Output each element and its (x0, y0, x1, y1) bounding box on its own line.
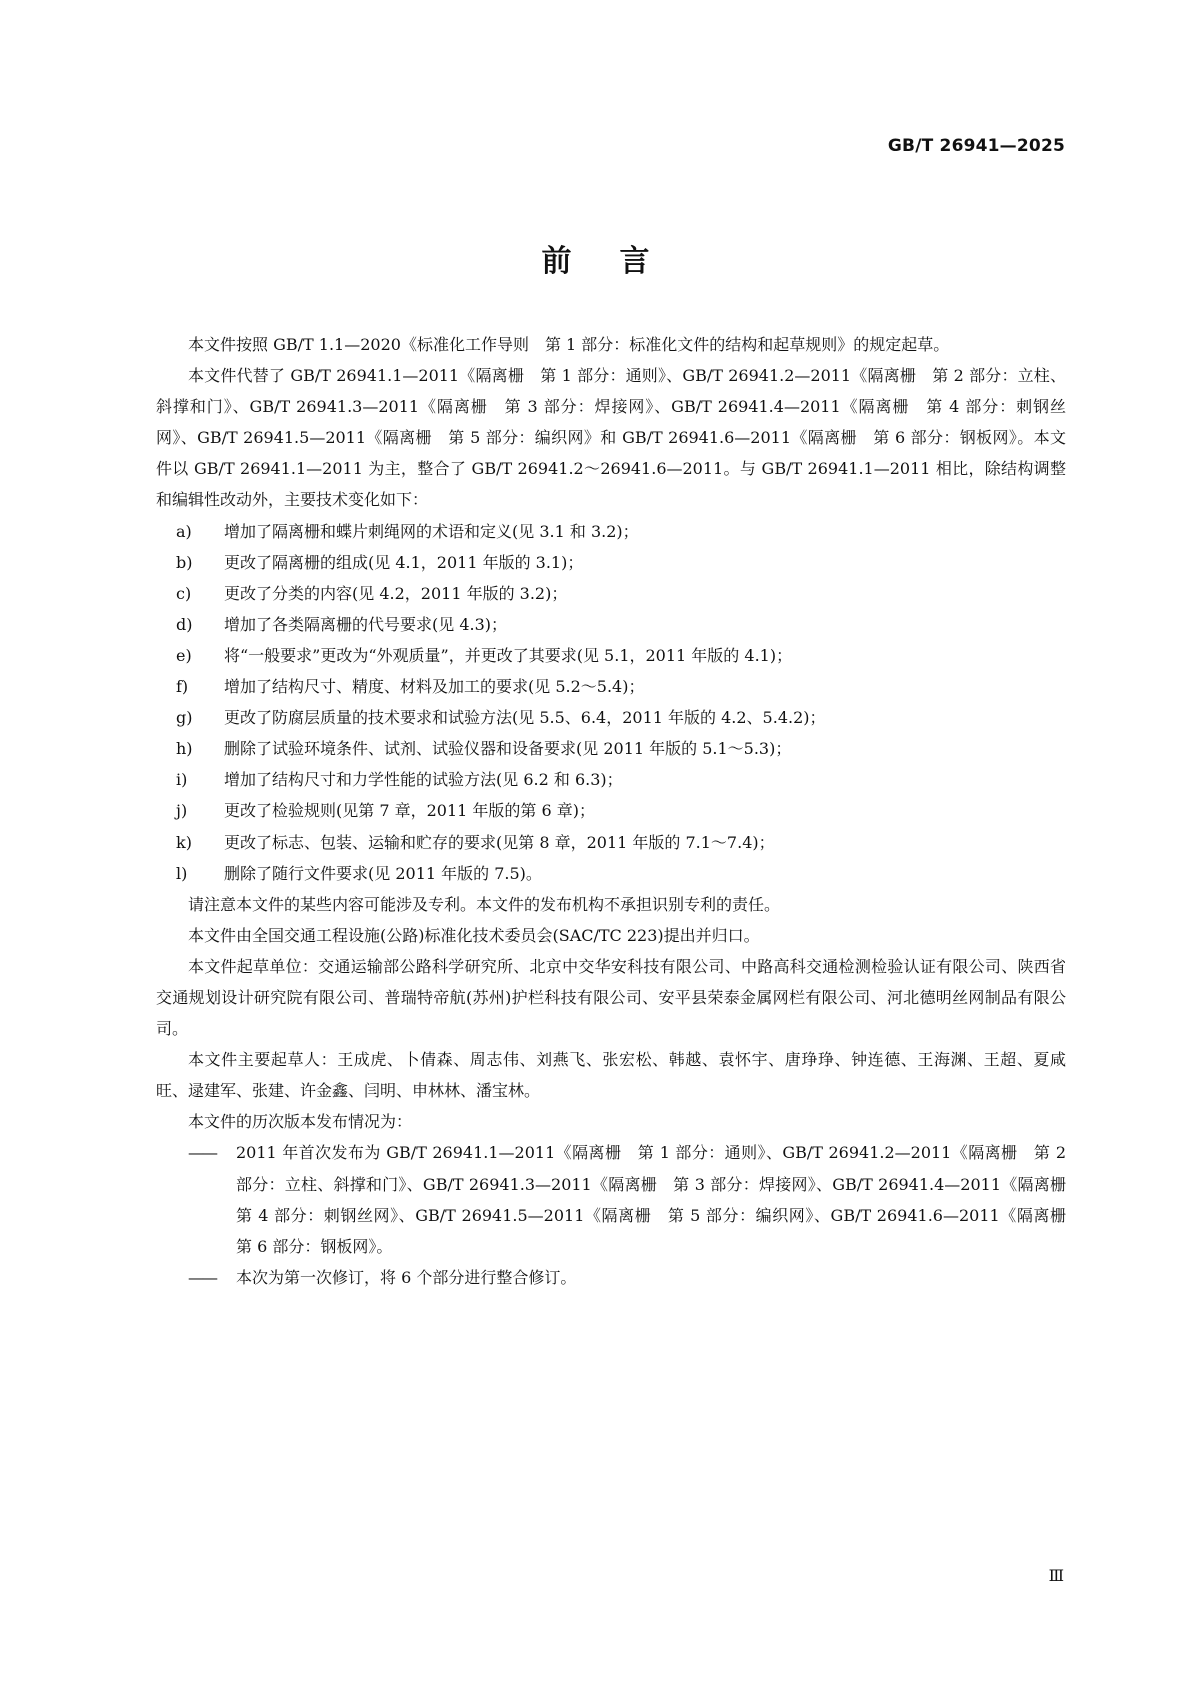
list-label: c) (176, 583, 192, 603)
list-label: b) (176, 552, 193, 572)
list-text: 删除了试验环境条件、试剂、试验仪器和设备要求(见 2011 年版的 5.1～5.3)； (224, 739, 792, 759)
list-label: d) (176, 614, 193, 634)
history-text: 2011 年首次发布为 GB/T 26941.1—2011《隔离栅 第 1 部分：通则》、GB/T 26941.2—2011《隔离栅 第 2 部分：立柱、斜撑和门》、GB/T 26941.3—2011《隔离栅 第 3 部分：焊接网》、GB/T 26941.4—2011《隔离栅 第 4 部分：刺钢丝网》、GB/T 26941.5—2011《隔离栅 第 5 部分：编织网》、GB/T 26941.6—2011《隔离栅 第 6 部分：钢板网》。 (236, 1143, 1083, 1256)
list-text: 将“一般要求”更改为“外观质量”，并更改了其要求(见 5.1，2011 年版的 4.1)； (224, 645, 793, 665)
standard-code: GB/T 26941—2025 (887, 136, 1065, 156)
list-text: 删除了随行文件要求(见 2011 年版的 7.5)。 (224, 863, 542, 883)
list-item (156, 609, 1066, 640)
list-text: 更改了分类的内容(见 4.2，2011 年版的 3.2)； (224, 583, 568, 603)
paragraph-history-intro: 本文件的历次版本发布情况为： (188, 1112, 413, 1132)
history-text: 本次为第一次修订，将 6 个部分进行整合修订。 (236, 1267, 577, 1287)
foreword-body (156, 329, 1083, 1293)
list-label: g) (176, 708, 193, 728)
list-label: l) (176, 863, 188, 883)
paragraph-replacement: 本文件代替了 GB/T 26941.1—2011《隔离栅 第 1 部分：通则》、GB/T 26941.2—2011《隔离栅 第 2 部分：立柱、斜撑和门》、GB/T 26941.3—2011《隔离栅 第 3 部分：焊接网》、GB/T 26941.4—2011《隔离栅 第 4 部分：刺钢丝网》、GB/T 26941.5—2011《隔离栅 第 5 部分：编织网》和 GB/T 26941.6—2011《隔离栅 第 6 部分：钢板网》。本文件以 GB/T 26941.1—2011 为主，整合了 GB/T 26941.2～26941.6—2011。与 GB/T 26941.1—2011 相比，除结构调整和编辑性改动外，主要技术变化如下： (156, 366, 1066, 510)
list-item (156, 578, 1066, 609)
list-item (156, 640, 1066, 671)
page-number: Ⅲ (1048, 1566, 1064, 1585)
list-item (156, 733, 1066, 764)
list-text: 增加了各类隔离栅的代号要求(见 4.3)； (224, 614, 508, 634)
paragraph-drafting-units: 本文件起草单位：交通运输部公路科学研究所、北京中交华安科技有限公司、中路高科交通检测检验认证有限公司、陕西省交通规划设计研究院有限公司、普瑞特帝航(苏州)护栏科技有限公司、安平县荣泰金属网栏有限公司、河北德明丝网制品有限公司。 (156, 956, 1066, 1039)
dash-label: —— (188, 1143, 216, 1163)
page-title: 前言 (541, 244, 698, 279)
paragraph-drafters: 本文件主要起草人：王成虎、卜倩森、周志伟、刘燕飞、张宏松、韩越、袁怀宇、唐琤琤、钟连德、王海渊、王超、夏咸旺、逯建军、张建、许金鑫、闫明、申林林、潘宝林。 (156, 1050, 1066, 1101)
changes-list (156, 516, 1066, 889)
list-text: 更改了检验规则(见第 7 章，2011 年版的第 6 章)； (224, 801, 595, 821)
list-item (156, 858, 1066, 889)
list-item (156, 547, 1066, 578)
list-item (156, 827, 1066, 858)
list-label: a) (176, 521, 192, 541)
list-text: 更改了隔离栅的组成(见 4.1，2011 年版的 3.1)； (224, 552, 584, 572)
list-item (156, 702, 1066, 733)
list-label: j) (176, 801, 188, 821)
list-text: 更改了防腐层质量的技术要求和试验方法(见 5.5、6.4，2011 年版的 4.2、5.4.2)； (224, 708, 826, 728)
paragraph-drafting-basis: 本文件按照 GB/T 1.1—2020《标准化工作导则 第 1 部分：标准化文件的结构和起草规则》的规定起草。 (188, 335, 950, 354)
paragraph-patent-notice: 请注意本文件的某些内容可能涉及专利。本文件的发布机构不承担识别专利的责任。 (188, 894, 781, 914)
history-list (156, 1137, 1083, 1292)
list-item (156, 795, 1066, 826)
list-item (156, 671, 1066, 702)
list-text: 增加了隔离栅和蝶片刺绳网的术语和定义(见 3.1 和 3.2)； (224, 521, 639, 541)
list-text: 增加了结构尺寸和力学性能的试验方法(见 6.2 和 6.3)； (224, 770, 623, 790)
list-label: f) (176, 677, 189, 697)
list-label: h) (176, 739, 193, 759)
history-item (156, 1262, 1066, 1293)
list-item (156, 764, 1066, 795)
list-item (156, 516, 1066, 547)
list-label: e) (176, 645, 192, 665)
list-text: 更改了标志、包装、运输和贮存的要求(见第 8 章，2011 年版的 7.1～7.4)； (224, 832, 775, 852)
list-label: i) (176, 770, 188, 790)
paragraph-committee: 本文件由全国交通工程设施(公路)标准化技术委员会(SAC/TC 223)提出并归口。 (188, 925, 760, 945)
history-item (156, 1137, 1083, 1261)
dash-label: —— (188, 1267, 216, 1287)
list-text: 增加了结构尺寸、精度、材料及加工的要求(见 5.2～5.4)； (224, 677, 645, 697)
list-label: k) (176, 832, 192, 852)
